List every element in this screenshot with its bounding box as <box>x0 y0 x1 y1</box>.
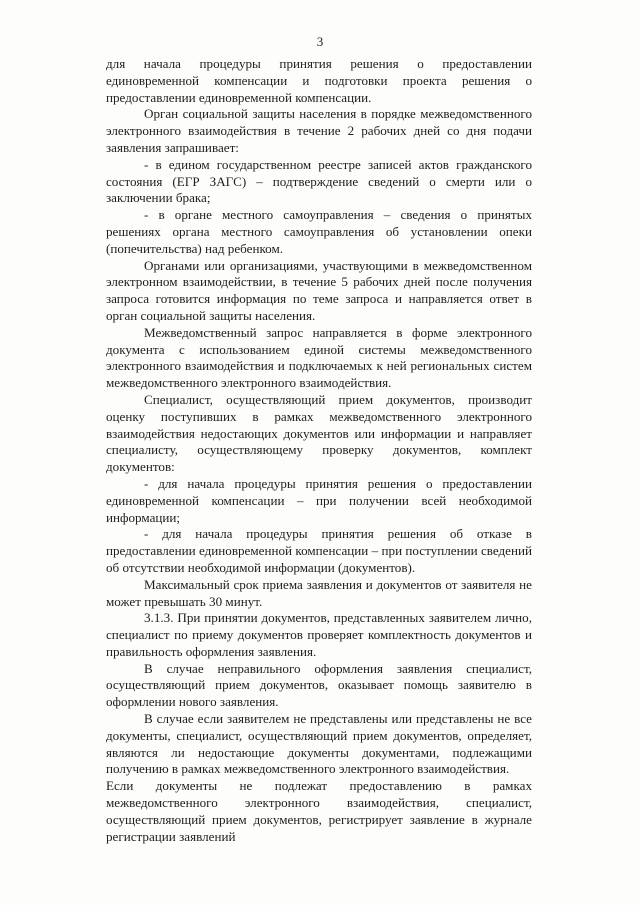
paragraph-6: Межведомственный запрос направляется в форме электронного документа с использованием единой системы межведомственного электронного взаимодействия и подключаемых к ней региональных систем межведомственного электронного взаимодействия. <box>106 324 532 391</box>
paragraph-8: - для начала процедуры принятия решения о предоставлении единовременной компенсации – при получении всей необходимой информации; <box>106 475 532 525</box>
paragraph-10: Максимальный срок приема заявления и документов от заявителя не может превышать 30 минут. <box>106 576 532 609</box>
paragraph-13: В случае если заявителем не представлены или представлены не все документы, специалист, осуществляющий прием документов, определяет, являются ли недостающие документы документами, подлежащими получению в рамках межведомственного электронного взаимодействия. <box>106 711 532 777</box>
paragraph-5: Органами или организациями, участвующими в межведомственном электронном взаимодействии, в течение 5 рабочих дней после получения запроса готовится информация по теме запроса и направляется ответ в орган социальной защиты населения. <box>106 257 532 323</box>
paragraph-2: Орган социальной защиты населения в порядке межведомственного электронного взаимодействия в течение 2 рабочих дней со дня подачи заявления запрашивает: <box>106 106 532 155</box>
paragraph-1: для начала процедуры принятия решения о предоставлении единовременной компенсации и подготовки проекта решения о предоставлении единовременной компенсации. <box>106 56 532 105</box>
document-body <box>106 56 532 845</box>
paragraph-11: 3.1.3. При принятии документов, представленных заявителем лично, специалист по приему документов проверяет комплектность документов и правильность оформления заявления. <box>106 610 532 659</box>
paragraph-12: В случае неправильного оформления заявления специалист, осуществляющий прием документов, оказывает помощь заявителю в оформлении нового заявления. <box>106 660 532 710</box>
page-number: 3 <box>316 34 324 49</box>
paragraph-14: Если документы не подлежат предоставлению в рамках межведомственного электронного взаимодействия, специалист, осуществляющий прием документов, регистрирует заявление в журнале регистрации заявлений <box>106 778 532 844</box>
paragraph-4: - в органе местного самоуправления – сведения о принятых решениях органа местного самоуправления об установлении опеки (попечительства) над ребенком. <box>106 207 532 256</box>
paragraph-3: - в едином государственном реестре записей актов гражданского состояния (ЕГР ЗАГС) – подтверждение сведений о смерти или о заключении брака; <box>106 156 532 206</box>
paragraph-9: - для начала процедуры принятия решения об отказе в предоставлении единовременной компенсации – при поступлении сведений об отсутствии необходимой информации (документов). <box>106 526 532 575</box>
paragraph-7: Специалист, осуществляющий прием документов, производит оценку поступивших в рамках межведомственного электронного взаимодействия недостающих документов или информации и направляет специалисту, осуществляющему проверку документов, комплект документов: <box>106 391 532 475</box>
